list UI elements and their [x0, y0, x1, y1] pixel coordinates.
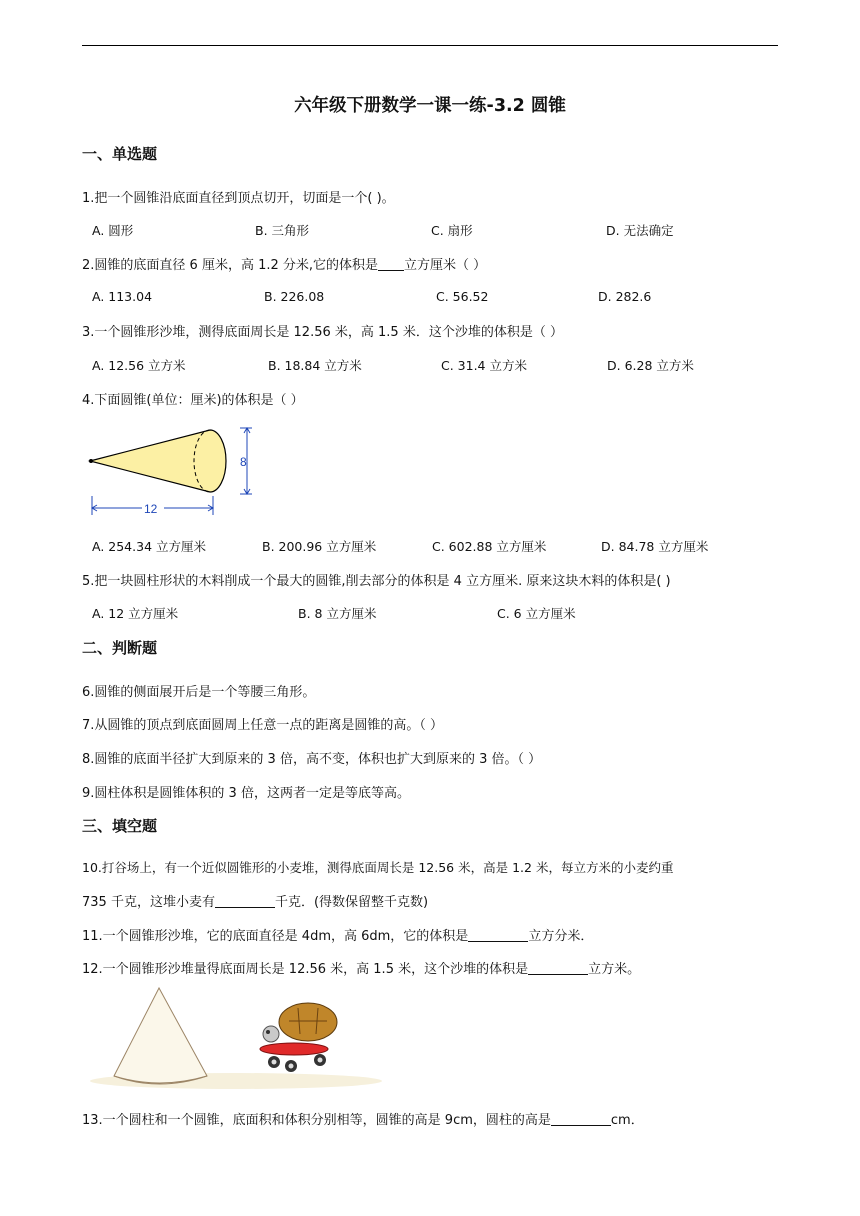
- q13-blank[interactable]: [551, 1111, 611, 1126]
- question-11: [82, 925, 593, 944]
- q13-text-a: 13.一个圆柱和一个圆锥，底面积和体积分别相等，圆锥的高是 9cm，圆柱的高是: [82, 1113, 551, 1128]
- question-3: 3.一个圆锥形沙堆，测得底面周长是 12.56 米，高 1.5 米．这个沙堆的体积是（ ）: [82, 325, 563, 340]
- q3-option-b[interactable]: B. 18.84 立方米: [268, 358, 362, 373]
- q10-blank[interactable]: [215, 893, 275, 908]
- q2-option-d[interactable]: D. 282.6: [598, 289, 652, 304]
- question-4: 4.下面圆锥(单位：厘米)的体积是（ ）: [82, 393, 304, 408]
- header-rule: [82, 45, 778, 46]
- q11-text-b: 立方分米．: [528, 929, 594, 944]
- q2-blank: [378, 256, 404, 271]
- cone-height-label: 8: [240, 455, 247, 469]
- q11-text-a: 11.一个圆锥形沙堆，它的底面直径是 4dm，高 6dm，它的体积是: [82, 929, 469, 944]
- q10-text-b: 千克．(得数保留整千克数): [274, 895, 429, 910]
- q3-option-d[interactable]: D. 6.28 立方米: [607, 358, 694, 373]
- q12-blank[interactable]: [528, 960, 588, 975]
- q2-option-a[interactable]: A. 113.04: [92, 289, 153, 304]
- section-heading-single-choice: 一、单选题: [82, 145, 158, 163]
- question-13: [82, 1109, 644, 1128]
- q12-text-b: 立方米。: [588, 962, 641, 977]
- sand-pile-illustration: [86, 984, 406, 1092]
- question-10-line1: 10.打谷场上，有一个近似圆锥形的小麦堆，测得底面周长是 12.56 米，高是 1.2 米，每立方米的小麦约重: [82, 860, 674, 875]
- cone-length-label: 12: [144, 502, 158, 516]
- question-10-line2: [82, 891, 428, 910]
- q5-option-b[interactable]: B. 8 立方厘米: [298, 606, 377, 621]
- question-7: 7.从圆锥的顶点到底面圆周上任意一点的距离是圆锥的高。（ ）: [82, 718, 444, 733]
- q3-option-c[interactable]: C. 31.4 立方米: [441, 358, 527, 373]
- q12-text-a: 12.一个圆锥形沙堆量得底面周长是 12.56 米，高 1.5 米，这个沙堆的体积是: [82, 962, 529, 977]
- q13-text-b: cm．: [610, 1113, 644, 1128]
- question-8: 8.圆锥的底面半径扩大到原来的 3 倍，高不变，体积也扩大到原来的 3 倍。（ ）: [82, 752, 542, 767]
- q10-text-a: 735 千克，这堆小麦有: [82, 895, 215, 910]
- q11-blank[interactable]: [468, 927, 528, 942]
- q5-option-c[interactable]: C. 6 立方厘米: [497, 606, 576, 621]
- section-heading-true-false: 二、判断题: [82, 639, 158, 657]
- q1-option-d[interactable]: D. 无法确定: [606, 223, 674, 238]
- question-6: 6.圆锥的侧面展开后是一个等腰三角形。: [82, 685, 316, 700]
- section-heading-fill-blank: 三、填空题: [82, 817, 158, 835]
- q3-option-a[interactable]: A. 12.56 立方米: [92, 358, 186, 373]
- q2-text-a: 2.圆锥的底面直径 6 厘米，高 1.2 分米,它的体积是: [82, 258, 379, 273]
- q2-option-c[interactable]: C. 56.52: [436, 289, 489, 304]
- q1-option-a[interactable]: A. 圆形: [92, 223, 134, 238]
- question-2: [82, 254, 486, 273]
- question-5: 5.把一块圆柱形状的木料削成一个最大的圆锥,削去部分的体积是 4 立方厘米. 原来这块木料的体积是( ): [82, 574, 671, 589]
- cone-figure: [86, 418, 266, 522]
- q1-option-b[interactable]: B. 三角形: [255, 223, 310, 238]
- question-9: 9.圆柱体积是圆锥体积的 3 倍，这两者一定是等底等高。: [82, 786, 410, 801]
- page-title: 六年级下册数学一课一练-3.2 圆锥: [294, 96, 566, 116]
- question-1: 1.把一个圆锥沿底面直径到顶点切开，切面是一个( )。: [82, 191, 395, 206]
- q4-option-a[interactable]: A. 254.34 立方厘米: [92, 539, 206, 554]
- q4-option-d[interactable]: D. 84.78 立方厘米: [601, 539, 709, 554]
- q2-text-b: 立方厘米（ ）: [404, 258, 487, 273]
- q2-option-b[interactable]: B. 226.08: [264, 289, 325, 304]
- question-12: [82, 958, 640, 977]
- q5-option-a[interactable]: A. 12 立方厘米: [92, 606, 179, 621]
- q4-option-b[interactable]: B. 200.96 立方厘米: [262, 539, 377, 554]
- q4-option-c[interactable]: C. 602.88 立方厘米: [432, 539, 547, 554]
- q1-option-c[interactable]: C. 扇形: [431, 223, 473, 238]
